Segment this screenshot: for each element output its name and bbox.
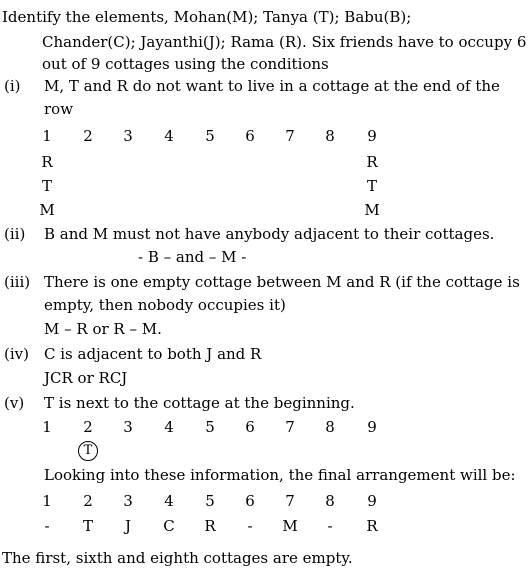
cottage-occupant: T [82,517,93,535]
cottage-number: 9 [367,492,377,510]
intro-line-3: out of 9 cottages using the conditions [42,55,329,73]
intro-line-2: Chander(C); Jayanthi(J); Rama (R). Six friends have to occupy 6 [42,33,527,51]
condition-5-text: T is next to the cottage at the beginning. [44,394,355,412]
cottage-number: 5 [205,418,215,436]
cottage-number: 4 [164,127,174,145]
cottage-number: 9 [367,127,377,145]
condition-1-text-cont: row [44,100,74,118]
condition-4-text: C is adjacent to both J and R [44,345,262,363]
cottage-occupant: M [282,517,298,535]
cottage-number: 4 [164,492,174,510]
cottage-occupant: - [247,517,253,535]
condition-2-number: (ii) [4,225,26,243]
cottage-number: 4 [164,418,174,436]
condition-1-number: (i) [4,77,21,95]
final-arrangement-intro: Looking into these information, the final arrangement will be: [44,466,516,484]
cottage-occupant: J [124,517,131,535]
cottage-number: 1 [42,418,52,436]
cottage-9-letter: M [364,201,380,219]
cottage-number: 1 [42,127,52,145]
cottage-9-letter: R [366,153,378,171]
cottage-number: 6 [245,418,255,436]
cottage-number: 2 [83,492,93,510]
condition-2-text: B and M must not have anybody adjacent to their cottages. [44,225,495,243]
condition-4-pattern: JCR or RCJ [44,369,128,387]
cottage-occupant: C [163,517,175,535]
circled-t: T [78,441,98,461]
cottage-number: 2 [83,127,93,145]
cottage-number: 8 [325,127,335,145]
cottage-number: 6 [245,492,255,510]
cottage-number: 9 [367,418,377,436]
cottage-9-letter: T [366,177,377,195]
intro-line-1: Identify the elements, Mohan(M); Tanya (T); Babu(B); [2,8,412,26]
cottage-number: 5 [205,492,215,510]
cottage-number: 6 [245,127,255,145]
cottage-number: 3 [123,127,133,145]
cottage-number: 8 [325,418,335,436]
condition-3-pattern: M – R or R – M. [44,320,162,338]
cottage-1-letter: T [41,177,52,195]
cottage-number: 7 [285,492,295,510]
cottage-number: 7 [285,418,295,436]
cottage-occupant: - [44,517,50,535]
cottage-number: 7 [285,127,295,145]
cottage-number: 2 [83,418,93,436]
condition-4-number: (iv) [4,345,29,363]
cottage-1-letter: R [41,153,53,171]
condition-3-number: (iii) [4,273,31,291]
cottage-occupant: - [327,517,333,535]
conclusion: The first, sixth and eighth cottages are empty. [2,549,353,567]
condition-2-pattern: - B – and – M - [138,248,247,266]
condition-3-text-cont: empty, then nobody occupies it) [44,296,286,314]
cottage-number: 5 [205,127,215,145]
cottage-number: 3 [123,492,133,510]
cottage-number: 8 [325,492,335,510]
condition-1-text: M, T and R do not want to live in a cottage at the end of the [44,77,500,95]
cottage-1-letter: M [39,201,55,219]
cottage-occupant: R [366,517,378,535]
cottage-occupant: R [204,517,216,535]
condition-3-text: There is one empty cottage between M and R (if the cottage is [44,273,520,291]
condition-5-number: (v) [4,394,25,412]
cottage-number: 1 [42,492,52,510]
cottage-number: 3 [123,418,133,436]
